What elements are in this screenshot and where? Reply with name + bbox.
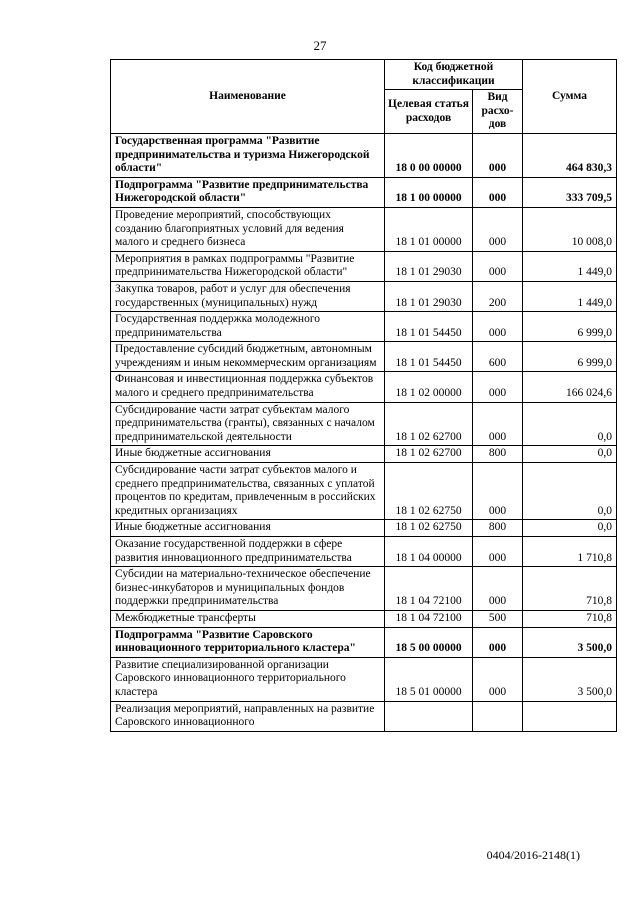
row-sum-cell [523, 701, 617, 731]
row-name-cell: Государственная программа "Развитие предпринимательства и туризма Нижегородской области" [111, 133, 385, 177]
row-code-cell: 18 1 02 62700 [385, 402, 473, 446]
row-sum-cell: 333 709,5 [523, 177, 617, 207]
row-sum-cell: 710,8 [523, 610, 617, 627]
row-name-cell: Закупка товаров, работ и услуг для обеспечения государственных (муниципальных) нужд [111, 281, 385, 311]
row-code-cell: 18 1 01 29030 [385, 251, 473, 281]
row-type-cell: 000 [473, 537, 523, 567]
row-code-cell: 18 1 02 62750 [385, 463, 473, 520]
row-sum-cell: 0,0 [523, 463, 617, 520]
row-name-cell: Развитие специализированной организации Саровского инновационного территориального кластера [111, 657, 385, 701]
row-sum-cell: 3 500,0 [523, 627, 617, 657]
row-code-cell: 18 0 00 00000 [385, 133, 473, 177]
header-target: Целевая статья расходов [385, 90, 473, 134]
row-code-cell: 18 1 00 00000 [385, 177, 473, 207]
table-row [111, 402, 617, 446]
row-type-cell [473, 701, 523, 731]
row-sum-cell: 710,8 [523, 567, 617, 611]
row-type-cell: 000 [473, 402, 523, 446]
table-row [111, 537, 617, 567]
table-row [111, 342, 617, 372]
row-code-cell: 18 1 01 00000 [385, 207, 473, 251]
row-sum-cell: 0,0 [523, 402, 617, 446]
header-name: Наименование [111, 60, 385, 134]
row-type-cell: 200 [473, 281, 523, 311]
row-code-cell: 18 1 04 72100 [385, 567, 473, 611]
table-row [111, 610, 617, 627]
row-sum-cell: 6 999,0 [523, 342, 617, 372]
row-name-cell: Иные бюджетные ассигнования [111, 446, 385, 463]
row-type-cell: 000 [473, 312, 523, 342]
row-type-cell: 000 [473, 177, 523, 207]
table-row [111, 446, 617, 463]
row-type-cell: 000 [473, 207, 523, 251]
row-name-cell: Финансовая и инвестиционная поддержка субъектов малого и среднего предпринимательства [111, 372, 385, 402]
row-type-cell: 000 [473, 463, 523, 520]
header-code-group: Код бюджетной классификации [385, 60, 523, 90]
row-name-cell: Подпрограмма "Развитие предпринимательства Нижегородской области" [111, 177, 385, 207]
row-sum-cell: 0,0 [523, 520, 617, 537]
row-sum-cell: 0,0 [523, 446, 617, 463]
table-body [111, 133, 617, 731]
row-type-cell: 000 [473, 133, 523, 177]
row-sum-cell: 3 500,0 [523, 657, 617, 701]
row-code-cell [385, 701, 473, 731]
row-type-cell: 000 [473, 567, 523, 611]
row-sum-cell: 10 008,0 [523, 207, 617, 251]
document-code: 0404/2016-2148(1) [486, 848, 580, 862]
budget-table [110, 59, 617, 732]
row-name-cell: Государственная поддержка молодежного предпринимательства [111, 312, 385, 342]
row-name-cell: Субсидирование части затрат субъектов малого и среднего предпринимательства, связанных с уплатой процентов по кредитам, привлеченным в российских кредитных организациях [111, 463, 385, 520]
header-type: Вид расхо-дов [473, 90, 523, 134]
row-code-cell: 18 1 02 62700 [385, 446, 473, 463]
row-type-cell: 500 [473, 610, 523, 627]
row-code-cell: 18 1 01 29030 [385, 281, 473, 311]
row-name-cell: Иные бюджетные ассигнования [111, 520, 385, 537]
row-type-cell: 800 [473, 520, 523, 537]
table-row [111, 177, 617, 207]
row-name-cell: Субсидии на материально-техническое обеспечение бизнес-инкубаторов и муниципальных фондов поддержки предпринимательства [111, 567, 385, 611]
row-name-cell: Субсидирование части затрат субъектам малого предпринимательства (гранты), связанных с началом предпринимательской деятельности [111, 402, 385, 446]
table-row [111, 251, 617, 281]
row-name-cell: Межбюджетные трансферты [111, 610, 385, 627]
row-name-cell: Подпрограмма "Развитие Саровского инновационного территориального кластера" [111, 627, 385, 657]
row-name-cell: Предоставление субсидий бюджетным, автономным учреждениям и иным некоммерческим организациям [111, 342, 385, 372]
row-sum-cell: 1 449,0 [523, 281, 617, 311]
row-sum-cell: 1 449,0 [523, 251, 617, 281]
row-code-cell: 18 1 01 54450 [385, 342, 473, 372]
row-code-cell: 18 1 02 62750 [385, 520, 473, 537]
table-row [111, 520, 617, 537]
row-type-cell: 600 [473, 342, 523, 372]
row-code-cell: 18 1 04 72100 [385, 610, 473, 627]
row-type-cell: 000 [473, 372, 523, 402]
row-name-cell: Реализация мероприятий, направленных на развитие Саровского инновационного [111, 701, 385, 731]
table-row [111, 372, 617, 402]
row-name-cell: Проведение мероприятий, способствующих созданию благоприятных условий для ведения малого и среднего бизнеса [111, 207, 385, 251]
table-row [111, 627, 617, 657]
row-name-cell: Оказание государственной поддержки в сфере развития инновационного предпринимательства [111, 537, 385, 567]
row-code-cell: 18 1 04 00000 [385, 537, 473, 567]
table-row [111, 567, 617, 611]
row-sum-cell: 166 024,6 [523, 372, 617, 402]
row-name-cell: Мероприятия в рамках подпрограммы "Развитие предпринимательства Нижегородской области" [111, 251, 385, 281]
table-row [111, 133, 617, 177]
table-row [111, 312, 617, 342]
row-code-cell: 18 1 02 00000 [385, 372, 473, 402]
table-row [111, 657, 617, 701]
row-code-cell: 18 5 01 00000 [385, 657, 473, 701]
row-type-cell: 000 [473, 657, 523, 701]
row-sum-cell: 464 830,3 [523, 133, 617, 177]
row-sum-cell: 6 999,0 [523, 312, 617, 342]
table-row [111, 281, 617, 311]
row-code-cell: 18 1 01 54450 [385, 312, 473, 342]
table-row [111, 701, 617, 731]
page-number: 27 [313, 38, 327, 53]
row-type-cell: 000 [473, 627, 523, 657]
row-code-cell: 18 5 00 00000 [385, 627, 473, 657]
row-sum-cell: 1 710,8 [523, 537, 617, 567]
row-type-cell: 800 [473, 446, 523, 463]
row-type-cell: 000 [473, 251, 523, 281]
header-sum: Сумма [523, 60, 617, 134]
table-row [111, 463, 617, 520]
table-row [111, 207, 617, 251]
